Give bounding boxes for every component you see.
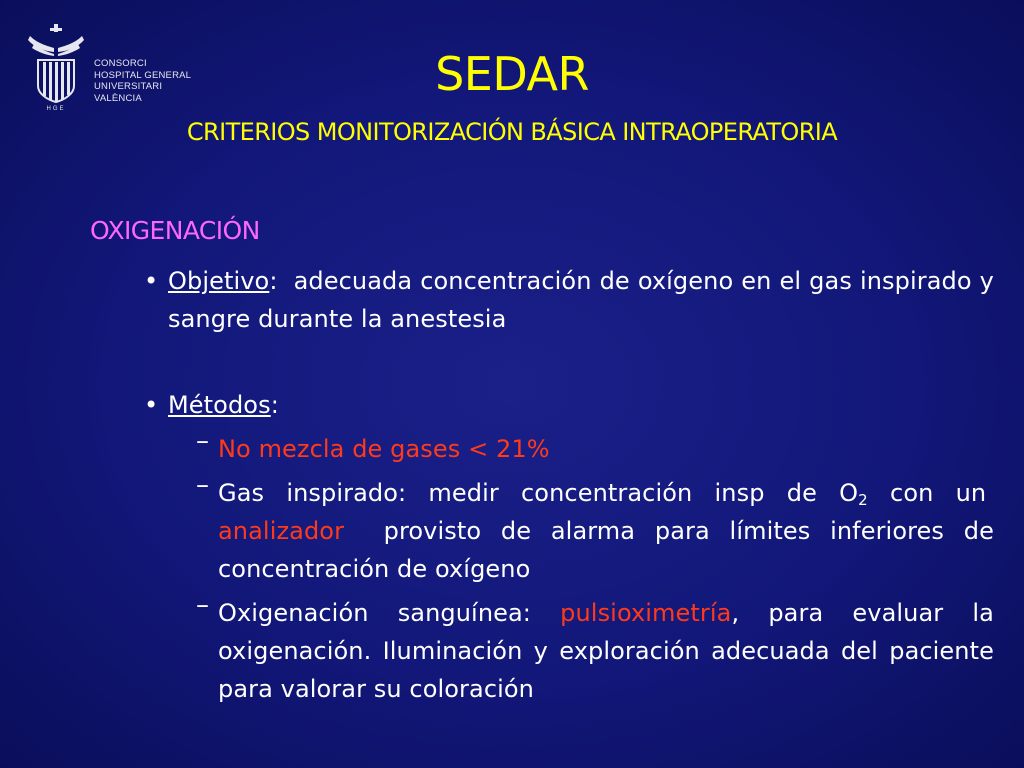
method-item	[196, 426, 994, 468]
slide-title: SEDAR	[435, 47, 589, 101]
slide-subtitle: CRITERIOS MONITORIZACIÓN BÁSICA INTRAOPERATORIA	[186, 118, 838, 146]
method-item-text	[218, 594, 994, 708]
dash-icon: –	[196, 426, 209, 456]
method-item	[196, 470, 994, 588]
methods-label: Métodos	[168, 391, 271, 419]
highlight-pulsioximetria: pulsioximetría	[560, 599, 732, 627]
objective-text: adecuada concentración de oxígeno en el gas inspirado y sangre durante la anestesia	[168, 267, 994, 333]
logo-line: CONSORCI	[94, 58, 147, 69]
subscript: 2	[858, 491, 868, 509]
method-item	[196, 590, 994, 708]
method-item-text	[218, 474, 994, 588]
method-text-after: , para evaluar la oxigenación. Iluminación y exploración adecuada del paciente para valorar su coloración	[218, 599, 994, 703]
logo-line: UNIVERSITARI	[94, 81, 163, 92]
bullet-objective	[144, 262, 994, 338]
method-text-mid: con un	[867, 479, 987, 507]
bullet-icon: •	[144, 267, 159, 295]
bullet-methods	[144, 386, 994, 424]
objective-colon: :	[269, 267, 278, 295]
bullet-icon: •	[144, 391, 159, 419]
method-text-after: provisto de alarma para límites inferiores de concentración de oxígeno	[218, 517, 994, 583]
dash-icon: –	[196, 470, 209, 500]
section-heading: OXIGENACIÓN	[90, 216, 260, 245]
method-text-before: Gas inspirado: medir concentración insp de O	[218, 479, 859, 507]
highlight-analizador: analizador	[218, 517, 345, 545]
objective-text-block	[168, 262, 994, 338]
logo-line: HOSPITAL GENERAL	[94, 69, 192, 81]
logo-line: VALÈNCIA	[94, 92, 142, 104]
objective-label: Objetivo	[168, 267, 270, 295]
methods-heading	[168, 386, 994, 424]
method-text-before: Oxigenación sanguínea:	[218, 599, 531, 627]
method-item-text: No mezcla de gases < 21%	[218, 435, 550, 463]
dash-icon: –	[196, 590, 209, 620]
methods-colon: :	[270, 391, 279, 419]
svg-text:HGE: HGE	[46, 106, 66, 112]
